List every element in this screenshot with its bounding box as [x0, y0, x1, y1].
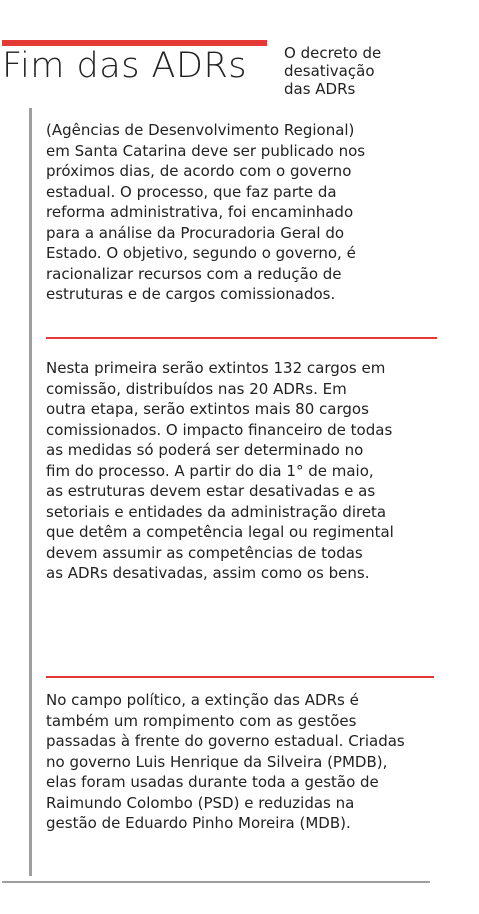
section-divider-2	[46, 676, 434, 678]
left-rule	[29, 108, 32, 876]
article-intro: O decreto de desativação das ADRs	[284, 44, 382, 98]
article-paragraph-1: (Agências de Desenvolvimento Regional) em Santa Catarina deve ser publicado nos próximos dias, de acordo com o governo estadual. O processo, que faz parte da reforma administrativa, foi encaminhado para a análise da Procuradoria Geral do Estado. O objetivo, segundo o governo, é racionalizar recursos com a redução de estruturas e de cargos comissionados.	[46, 121, 366, 303]
article-paragraph-2: Nesta primeira serão extintos 132 cargos em comissão, distribuídos nas 20 ADRs. Em outra etapa, serão extintos mais 80 cargos comissionados. O impacto financeiro de todas as medidas só poderá ser determinado no fim do processo. A partir do dia 1° de maio, as estruturas devem estar desativadas e as setoriais e entidades da administração direta que detêm a competência legal ou regimental devem assumir as competências de todas as ADRs desativadas, assim como os bens.	[46, 359, 394, 582]
bottom-rule	[2, 881, 430, 883]
article-paragraph-3: No campo político, a extinção das ADRs é também um rompimento com as gestões passadas à frente do governo estadual. Criadas no governo Luis Henrique da Silveira (PMDB), elas foram usadas durante toda a gestão de Raimundo Colombo (PSD) e reduzidas na gestão de Eduardo Pinho Moreira (MDB).	[46, 691, 405, 832]
article-title: Fim das ADRs	[2, 46, 248, 86]
section-divider-1	[46, 337, 437, 339]
